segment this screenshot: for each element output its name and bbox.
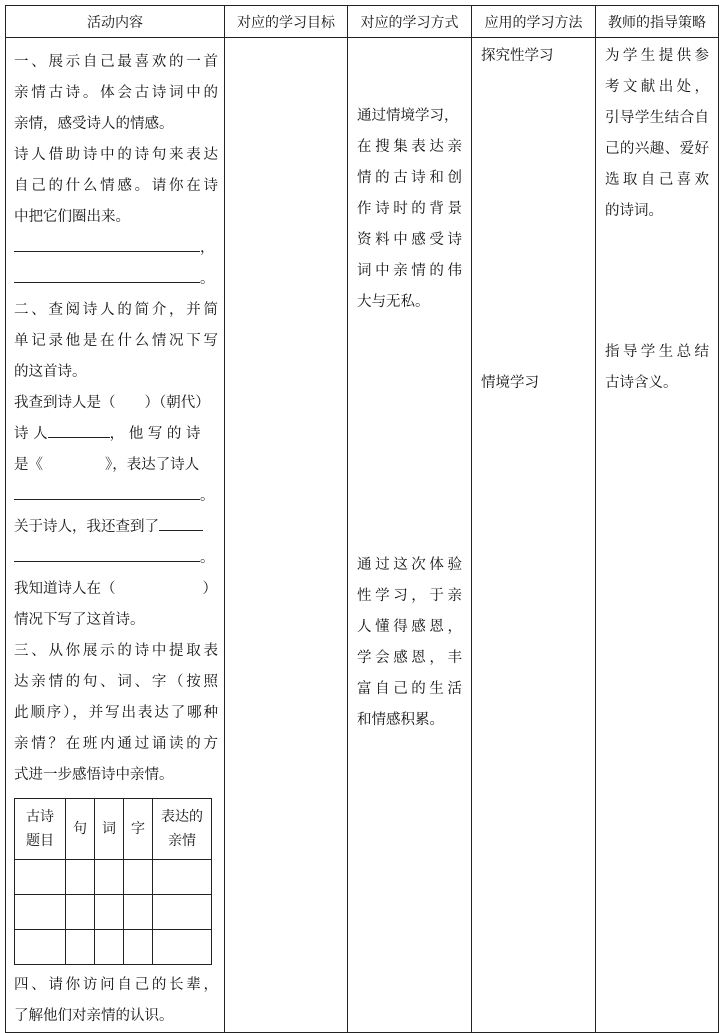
activity-content-cell bbox=[6, 38, 225, 1033]
text-line: 通过情境学习， bbox=[357, 108, 459, 124]
text-line: 考文献出处， bbox=[605, 79, 709, 95]
learning-goal-cell bbox=[225, 38, 348, 1033]
text-line: 我知道诗人在（ ） bbox=[14, 581, 217, 597]
text-line: 为学生提供参 bbox=[605, 48, 709, 64]
activity-part-1 bbox=[14, 47, 218, 295]
poem-extraction-table bbox=[14, 798, 212, 965]
header-teacher-strategy: 教师的指导策略 bbox=[596, 6, 719, 38]
strategy-block-1 bbox=[605, 41, 709, 227]
sub-cell[interactable] bbox=[124, 930, 153, 965]
text-line: 此顺序），并写出表达了哪种 bbox=[14, 705, 218, 721]
method-situational: 情境学习 bbox=[481, 375, 539, 391]
fill-line bbox=[14, 233, 218, 264]
sub-cell[interactable] bbox=[66, 860, 95, 895]
text-fragment: ， 他 写 的 诗 bbox=[109, 426, 201, 442]
header-learning-goal: 对应的学习目标 bbox=[225, 6, 348, 38]
text-line: 式进一步感悟诗中亲情。 bbox=[14, 767, 174, 783]
sub-cell[interactable] bbox=[124, 860, 153, 895]
sub-cell[interactable] bbox=[15, 895, 66, 930]
fill-line bbox=[14, 450, 218, 481]
text-line: 人懂得感恩， bbox=[357, 619, 462, 635]
sub-table-row bbox=[15, 895, 212, 930]
text-line: 资料中感受诗 bbox=[357, 232, 462, 248]
answer-blank[interactable] bbox=[14, 266, 200, 283]
fill-line bbox=[14, 481, 218, 512]
text-line: 指导学生总结 bbox=[605, 344, 709, 360]
header-activity-content: 活动内容 bbox=[6, 6, 225, 38]
header-learning-method: 应用的学习方法 bbox=[472, 6, 596, 38]
answer-blank[interactable] bbox=[14, 483, 200, 500]
body-row bbox=[6, 38, 719, 1033]
activity-part-2 bbox=[14, 295, 218, 636]
text-line: 达亲情的句、词、字（按照 bbox=[14, 674, 218, 690]
sub-table-header-row bbox=[15, 799, 212, 860]
sub-cell[interactable] bbox=[153, 895, 212, 930]
text-line: 己的兴趣、爱好 bbox=[605, 141, 709, 157]
text-line: 词中亲情的伟 bbox=[357, 263, 462, 279]
text-fragment: 是《 bbox=[14, 457, 43, 473]
punctuation: ， bbox=[200, 240, 215, 256]
answer-blank[interactable] bbox=[14, 235, 200, 252]
strategy-block-2 bbox=[605, 337, 709, 399]
sub-cell[interactable] bbox=[15, 930, 66, 965]
sub-header-sentence: 句 bbox=[66, 799, 95, 860]
text-line: 亲情？在班内通过诵读的方 bbox=[14, 736, 218, 752]
text-line: 自己的什么情感。请你在诗 bbox=[14, 178, 218, 194]
sub-cell[interactable] bbox=[153, 930, 212, 965]
text-line: 引导学生结合自 bbox=[605, 110, 709, 126]
sub-cell[interactable] bbox=[153, 860, 212, 895]
text-fragment: 》，表达了诗人 bbox=[105, 457, 200, 473]
text-line: 选取自己喜欢 bbox=[605, 172, 709, 188]
text-line: 我查到诗人是（ ）（朝代） bbox=[14, 395, 210, 411]
punctuation: 。 bbox=[200, 550, 215, 566]
text-fragment: 关于诗人，我还查到了 bbox=[14, 519, 159, 535]
header-learning-style: 对应的学习方式 bbox=[348, 6, 472, 38]
sub-cell[interactable] bbox=[66, 930, 95, 965]
text-line: 作诗时的背景 bbox=[357, 201, 462, 217]
answer-blank[interactable] bbox=[48, 421, 110, 438]
text-line: 了解他们对亲情的认识。 bbox=[14, 1008, 174, 1024]
sub-cell[interactable] bbox=[66, 895, 95, 930]
fill-line bbox=[14, 264, 218, 295]
text-line: 在搜集表达亲 bbox=[357, 139, 462, 155]
learning-method-cell bbox=[472, 38, 596, 1033]
method-inquiry: 探究性学习 bbox=[481, 48, 554, 64]
fill-line bbox=[14, 543, 218, 574]
sub-table-row bbox=[15, 930, 212, 965]
sub-header-word: 词 bbox=[95, 799, 124, 860]
text-line: 和情感积累。 bbox=[357, 712, 444, 728]
header-row bbox=[6, 6, 719, 38]
text-fragment: 诗 人 bbox=[14, 426, 48, 442]
text-line: 性学习，于亲 bbox=[357, 588, 462, 604]
sub-cell[interactable] bbox=[124, 895, 153, 930]
punctuation: 。 bbox=[200, 271, 215, 287]
text-line: 通过这次体验 bbox=[357, 557, 462, 573]
sub-table-row bbox=[15, 860, 212, 895]
text-line: 单记录他是在什么情况下写 bbox=[14, 333, 218, 349]
text-line: 古诗含义。 bbox=[605, 375, 678, 391]
text-line: 学会感恩，丰 bbox=[357, 650, 462, 666]
fill-line bbox=[14, 512, 218, 543]
sub-cell[interactable] bbox=[15, 860, 66, 895]
text-line: 亲情古诗。体会古诗词中的 bbox=[14, 85, 218, 101]
punctuation: 。 bbox=[200, 488, 215, 504]
learning-activity-table bbox=[5, 5, 719, 1033]
text-line: 一、展示自己最喜欢的一首 bbox=[14, 54, 218, 70]
text-line: 的这首诗。 bbox=[14, 364, 87, 380]
teacher-strategy-cell bbox=[596, 38, 719, 1033]
activity-part-3 bbox=[14, 636, 218, 965]
sub-cell[interactable] bbox=[95, 860, 124, 895]
sub-header-character: 字 bbox=[124, 799, 153, 860]
text-line: 四、请你访问自己的长辈， bbox=[14, 977, 218, 993]
sub-cell[interactable] bbox=[95, 930, 124, 965]
sub-header-emotion: 表达的 亲情 bbox=[153, 799, 212, 860]
text-line: 二、查阅诗人的简介，并简 bbox=[14, 302, 218, 318]
learning-style-cell bbox=[348, 38, 472, 1033]
text-line: 情况下写了这首诗。 bbox=[14, 612, 145, 628]
learning-style-block-2 bbox=[357, 550, 462, 736]
text-line: 亲情，感受诗人的情感。 bbox=[14, 116, 174, 132]
text-line: 诗人借助诗中的诗句来表达 bbox=[14, 147, 218, 163]
text-line: 富自己的生活 bbox=[357, 681, 462, 697]
text-line: 三、从你展示的诗中提取表 bbox=[14, 643, 218, 659]
text-line: 情的古诗和创 bbox=[357, 170, 462, 186]
fill-line bbox=[14, 419, 218, 450]
text-line: 大与无私。 bbox=[357, 294, 430, 310]
text-line: 中把它们圈出来。 bbox=[14, 209, 130, 225]
sub-header-poem-title: 古诗 题目 bbox=[15, 799, 66, 860]
sub-cell[interactable] bbox=[95, 895, 124, 930]
activity-part-4 bbox=[14, 970, 218, 1032]
answer-blank[interactable] bbox=[159, 514, 203, 531]
learning-style-block-1 bbox=[357, 101, 462, 318]
answer-blank[interactable] bbox=[14, 545, 200, 562]
text-line: 的诗词。 bbox=[605, 203, 663, 219]
